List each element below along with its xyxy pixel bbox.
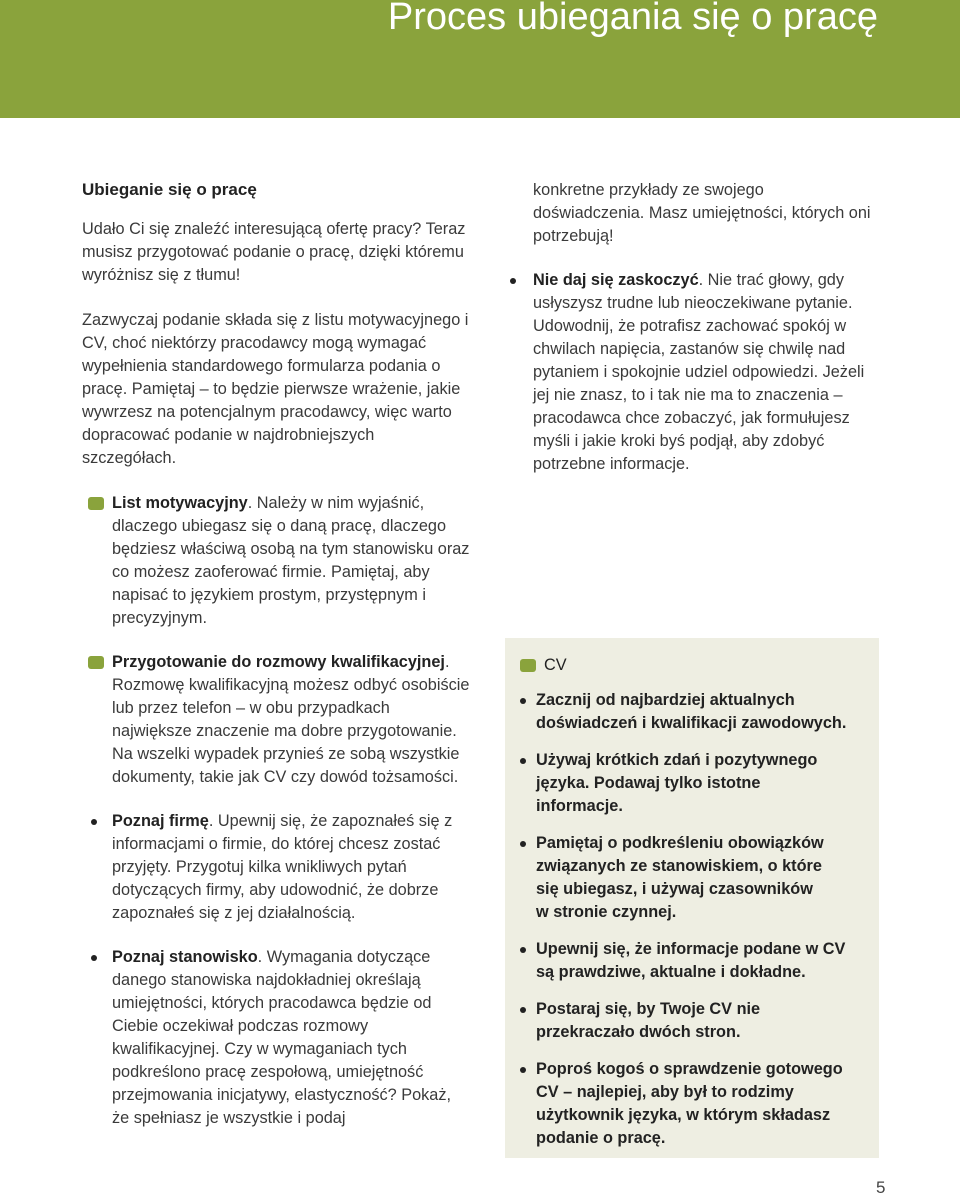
bullet-icon (91, 955, 97, 961)
list-item-interview-prep (82, 651, 472, 789)
cv-heading-label: CV (544, 656, 567, 674)
cv-tip-line: podanie o pracę. (536, 1129, 666, 1147)
continuation-text: konkretne przykłady ze swojego doświadczenia. Masz umiejętności, których oni potrzebują! (533, 181, 871, 245)
left-column (82, 178, 472, 1151)
cv-tip-line: informacje. (536, 797, 623, 815)
cv-tip-line: Poproś kogoś o sprawdzenie gotowego (536, 1060, 843, 1078)
list-item-know-position (82, 946, 472, 1130)
bullet-icon (510, 278, 516, 284)
item-text: . Nie trać głowy, gdy usłyszysz trudne lub nieoczekiwane pytanie. Udowodnij, że potrafisz zachować spokój w chwilach napięcia, zastanów się chwilę nad pytaniem i spokojnie udziel odpowiedzi. Jeżeli jej nie znasz, to i tak nie ma to znaczenia – pracodawca chce zobaczyć, jak formułujesz myśli i jakie kroki byś podjął, aby zdobyć potrzebne informacje. (533, 271, 865, 473)
cv-tip-line: języka. Podawaj tylko istotne (536, 774, 761, 792)
application-paragraph: Zazwyczaj podanie składa się z listu motywacyjnego i CV, choć niektórzy pracodawcy mogą wymagać wypełnienia standardowego formularza podania o pracę. Pamiętaj – to będzie pierwsze wrażenie, jakie wywrzesz na potencjalnym pracodawcy, więc warto dopracować podanie w najdrobniejszych szczegółach. (82, 311, 469, 467)
item-lead: Przygotowanie do rozmowy kwalifikacyjnej (112, 653, 445, 671)
cv-tip-line: Pamiętaj o podkreśleniu obowiązków (536, 834, 824, 852)
cv-box-heading (520, 654, 567, 677)
cv-tip-line: CV – najlepiej, aby był to rodzimy (536, 1083, 794, 1101)
list-item-know-company (82, 810, 472, 925)
cv-tip-line: Używaj krótkich zdań i pozytywnego (536, 751, 818, 769)
cv-tip-line: są prawdziwe, aktualne i dokładne. (536, 963, 806, 981)
cv-tip (520, 938, 870, 984)
item-lead: Nie daj się zaskoczyć (533, 271, 699, 289)
page-number: 5 (876, 1178, 886, 1197)
square-bullet-icon (520, 659, 536, 672)
square-bullet-icon (88, 497, 104, 510)
cv-tip (520, 749, 870, 818)
cv-tip-line: przekraczało dwóch stron. (536, 1023, 741, 1041)
item-text: . Należy w nim wyjaśnić, dlaczego ubiegasz się o daną pracę, dlaczego będziesz właściwą osobą na tym stanowisku oraz co możesz zaoferować firmie. Pamiętaj, aby napisać to językiem prostym, przystępnym i precyzyjnym. (112, 494, 470, 627)
bullet-icon (520, 758, 526, 764)
bullet-icon (520, 947, 526, 953)
intro-paragraph: Udało Ci się znaleźć interesującą ofertę pracy? Teraz musisz przygotować podanie o pracę, dzięki któremu wyróżnisz się z tłumu! (82, 220, 466, 284)
item-lead: Poznaj firmę (112, 812, 209, 830)
page-title: Proces ubiegania się o pracę (387, 0, 878, 38)
bullet-icon (520, 698, 526, 704)
cv-tip (520, 998, 870, 1044)
cv-tip (520, 1058, 870, 1150)
bullet-icon (520, 1067, 526, 1073)
right-column (533, 179, 878, 497)
cv-tip-line: Postaraj się, by Twoje CV nie (536, 1000, 761, 1018)
cv-tip-line: się ubiegasz, i używaj czasowników (536, 880, 813, 898)
bullet-icon (520, 841, 526, 847)
item-text: . Wymagania dotyczące danego stanowiska najdokładniej określają umiejętności, których pracodawca będzie od Ciebie oczekiwał podczas rozmowy kwalifikacyjnej. Czy w wymaganiach tych podkreślono pracę zespołową, umiejętność przejmowania inicjatywy, elastyczność? Pokaż, że spełniasz je wszystkie i podaj (112, 948, 452, 1127)
list-item-cover-letter (82, 492, 472, 630)
item-text: . Rozmowę kwalifikacyjną możesz odbyć osobiście lub przez telefon – w obu przypadkach największe znaczenie ma dobre przygotowanie. Na wszelki wypadek przynieś ze sobą wszystkie dokumenty, takie jak CV czy dowód tożsamości. (112, 653, 470, 786)
cv-tip-line: użytkownik języka, w którym składasz (536, 1106, 831, 1124)
bullet-icon (520, 1007, 526, 1013)
cv-tip-line: doświadczeń i kwalifikacji zawodowych. (536, 714, 847, 732)
item-text: . Upewnij się, że zapoznałeś się z informacjami o firmie, do której chcesz zostać przyjęty. Przygotuj kilka wnikliwych pytań dotyczących firmy, aby udowodnić, że dobrze zapoznałeś się z jej działalnością. (112, 812, 453, 922)
section-heading: Ubieganie się o pracę (82, 180, 257, 199)
header-banner (0, 0, 960, 118)
cv-tips-box (505, 638, 879, 1158)
item-lead: List motywacyjny (112, 494, 248, 512)
cv-tips-list (520, 689, 870, 1164)
list-item-dont-be-surprised (510, 269, 878, 476)
cv-tip-line: Upewnij się, że informacje podane w CV (536, 940, 846, 958)
item-lead: Poznaj stanowisko (112, 948, 258, 966)
cv-tip (520, 832, 870, 924)
cv-tip-line: związanych ze stanowiskiem, o które (536, 857, 822, 875)
bullet-icon (91, 819, 97, 825)
cv-tip-line: w stronie czynnej. (536, 903, 677, 921)
square-bullet-icon (88, 656, 104, 669)
cv-tip (520, 689, 870, 735)
cv-tip-line: Zacznij od najbardziej aktualnych (536, 691, 795, 709)
